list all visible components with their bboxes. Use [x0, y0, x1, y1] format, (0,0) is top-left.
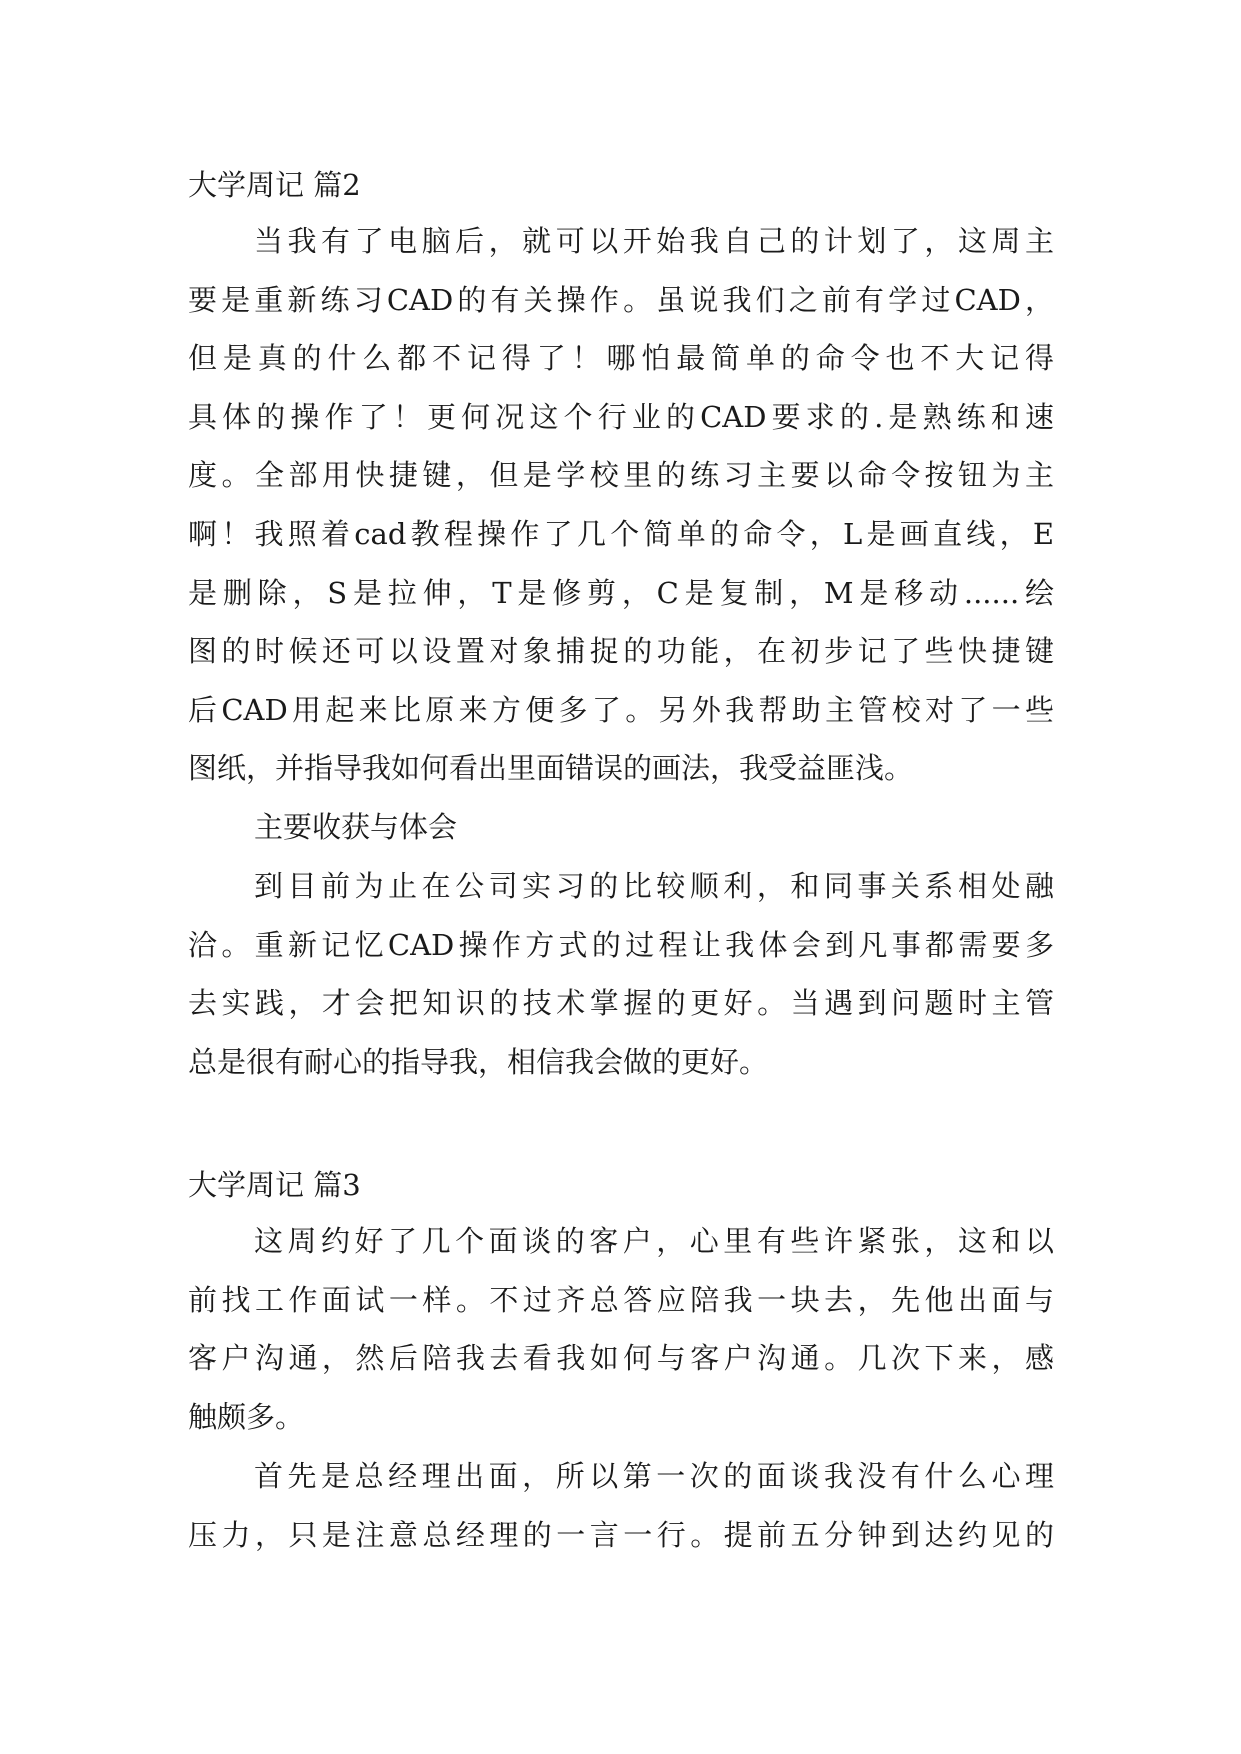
- section-3-paragraph-1: [188, 1212, 1054, 1446]
- text-line: 洽。重新记忆CAD操作方式的过程让我体会到凡事都需要多: [188, 927, 1054, 962]
- text-line: 是删除，S是拉伸，T是修剪，C是复制，M是移动......绘: [188, 575, 1054, 610]
- section-2-paragraph-2: [188, 857, 1054, 1091]
- text-line: 前找工作面试一样。不过齐总答应陪我一块去，先他出面与: [188, 1282, 1054, 1317]
- text-line: 到目前为止在公司实习的比较顺利，和同事关系相处融: [254, 869, 1054, 903]
- text-line: 具体的操作了！更何况这个行业的CAD要求的.是熟练和速: [188, 399, 1054, 434]
- text-line: 客户沟通，然后陪我去看我如何与客户沟通。几次下来，感: [188, 1341, 1054, 1376]
- section-2-title: 大学周记 篇2: [188, 168, 361, 202]
- text-line: 首先是总经理出面，所以第一次的面谈我没有什么心理: [254, 1459, 1054, 1493]
- text-line: 后CAD用起来比原来方便多了。另外我帮助主管校对了一些: [188, 692, 1054, 727]
- text-line: 啊！我照着cad教程操作了几个简单的命令，L是画直线，E: [188, 516, 1054, 551]
- text-line: 总是很有耐心的指导我，相信我会做的更好。: [188, 1044, 769, 1079]
- text-line: 图纸，并指导我如何看出里面错误的画法，我受益匪浅。: [188, 751, 914, 786]
- section-2-paragraph-1: [188, 212, 1054, 798]
- text-line: 去实践，才会把知识的技术掌握的更好。当遇到问题时主管: [188, 986, 1054, 1021]
- text-line: 但是真的什么都不记得了！哪怕最简单的命令也不大记得: [188, 341, 1054, 376]
- text-line: 要是重新练习CAD的有关操作。虽说我们之前有学过CAD，: [188, 282, 1054, 317]
- text-line: 这周约好了几个面谈的客户，心里有些许紧张，这和以: [254, 1224, 1054, 1258]
- section-3-paragraph-2: [188, 1447, 1054, 1564]
- text-line: 压力，只是注意总经理的一言一行。提前五分钟到达约见的: [188, 1517, 1054, 1552]
- section-3-title: 大学周记 篇3: [188, 1168, 361, 1202]
- text-line: 触颇多。: [188, 1399, 305, 1434]
- text-line: 度。全部用快捷键，但是学校里的练习主要以命令按钮为主: [188, 458, 1054, 493]
- text-line: 图的时候还可以设置对象捕捉的功能，在初步记了些快捷键: [188, 634, 1054, 669]
- text-line: 当我有了电脑后，就可以开始我自己的计划了，这周主: [254, 224, 1054, 258]
- section-2-subheading: [188, 798, 1054, 857]
- subheading: 主要收获与体会: [254, 810, 458, 844]
